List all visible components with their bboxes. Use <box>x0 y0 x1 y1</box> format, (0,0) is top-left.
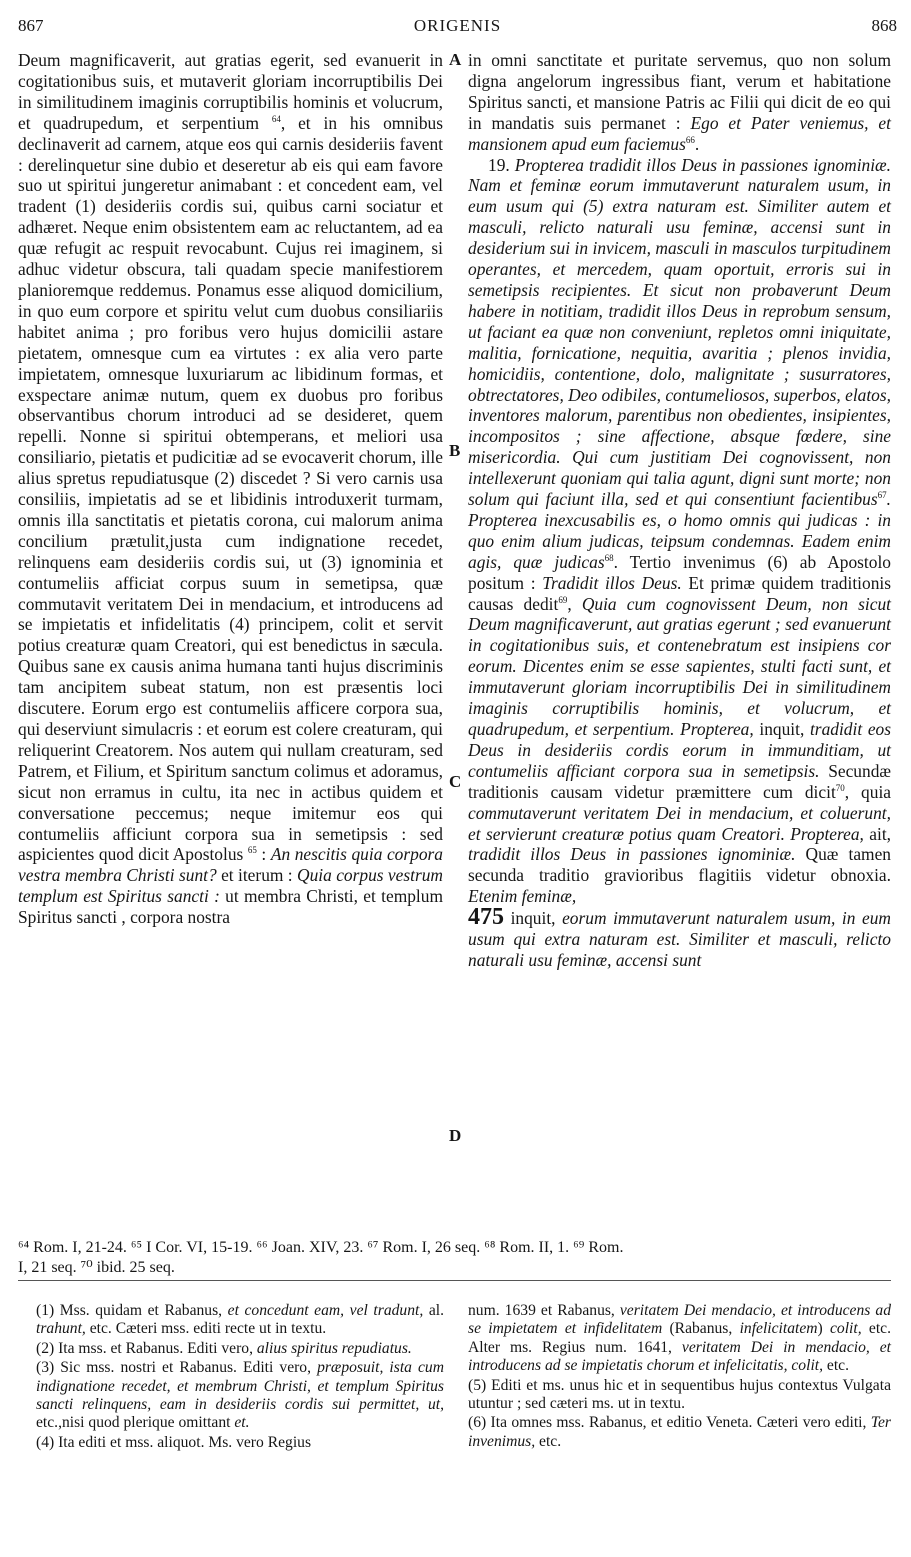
right-paragraph-2: 19. Propterea tradidit illos Deus in passiones ignominiæ. Nam et feminæ eorum immutaverunt naturalem usum, in eum usum qui (5) extra naturam est. Similiter autem et masculi, relicto naturali usu feminæ, accensi sunt in desiderium sui in invicem, masculi in masculos turpitudinem operantes, et mercedem, quam oportuit, erroris sui in semetipsis recipientes. Et sicut non probaverunt Deum habere in notitiam, tradidit illos Deus in reprobum sensum, ut faciant ea quæ non conveniunt, repletos omni iniquitate, malitia, fornicatione, nequitia, avaritia ; plenos invidia, homicidiis, contentione, dolo, malignitate ; susurratores, obtrectatores, Deo odibiles, contumeliosos, superbos, elatos, inventores malorum, parentibus non obedientes, insipientes, incompositos ; sine affectione, absque fœdere, sine misericordia. Qui cum justitiam Dei cognovissent, non intellexerunt quoniam qui talia agunt, digni sunt morte; non solum qui faciunt illa, sed et qui consentiunt facientibus$^{67}$. Propterea inexcusabilis es, o homo omnis qui judicas : in quo enim alium judicas, teipsum condemnas. Eadem enim agis, quæ judicas$^{68}$. Tertio invenimus (6) ab Apostolo positum : Tradidit illos Deus. Et primæ quidem traditionis causas dedit$^{69}$, Quia cum cognovissent Deum, non sicut Deum magnificaverunt, aut gratias egerunt ; sed evanuerunt in cogitationibus suis, et contenebratum est insipiens cor eorum. Dicentes enim se esse sapientes, stulti facti sunt, et immutaverunt gloriam incorruptibilis Dei in similitudinem imaginis corruptibilis hominis, et volucrum, et quadrupedum, et serpentium. Propterea, inquit, tradidit eos Deus in desideriis cordis eorum in immunditiam, ut contumeliis afficiant corpora sua in semetipsis. Secundæ traditionis causam videtur præmittere cum dicit$^{70}$, quia commutaverunt veritatem Dei in mendacium, et coluerunt, et servierunt creaturæ potius quam Creatori. Propterea, ait, tradidit illos Deus in passiones ignominiæ. Quæ tamen secunda traditio gravioribus flagitiis videtur obnoxia. Etenim feminæ, 475 inquit, eorum immutaverunt naturalem usum, in eum usum qui extra naturam est. Similiter et masculi, relicto naturali usu feminæ, accensi sunt <box>468 154 892 970</box>
footnote-6: (6) Ita omnes mss. Rabanus, et editio Veneta. Cæteri vero editi, Ter invenimus, etc. <box>468 1414 891 1450</box>
footnotes-right <box>468 1302 891 1452</box>
left-column <box>18 50 443 928</box>
refs-line-2: I, 21 seq. ⁷⁰ ibid. 25 seq. <box>18 1259 175 1276</box>
margin-marker-c: C <box>449 772 462 791</box>
footnote-ref: 66 <box>685 134 695 145</box>
page-number-left: 867 <box>18 16 44 35</box>
margin-marker-a: A <box>449 50 462 69</box>
footnotes-left <box>36 1302 444 1453</box>
scripture-references <box>18 1238 891 1278</box>
column-number: 475 <box>468 904 504 931</box>
margin-marker-b: B <box>449 441 461 460</box>
footnote-3: (3) Sic mss. nostri et Rabanus. Editi vero, præposuit, ista cum indignatione recedet, et membrum Christi, et templum Spiritus sancti relinquens, eam in desideriis cordis sui permittet, ut, etc.,nisi quod plerique omittant et. <box>36 1359 444 1432</box>
margin-marker-d: D <box>449 1126 462 1145</box>
right-paragraph-1: in omni sanctitate et puritate servemus, quo non solum digna angelorum ingressibus fiant, verum et habitatione Spiritus sancti, et mansione Patris ac Filii qui dicit de eo qui in mandatis suis permanet : Ego et Pater veniemus, et mansionem apud eum faciemus$^{66}$. <box>468 50 891 154</box>
page-number-right: 868 <box>871 16 897 35</box>
footnote-ref: 64 <box>271 113 281 124</box>
footnote-1: (1) Mss. quidam et Rabanus, et concedunt eam, vel tradunt, al. trahunt, etc. Cæteri mss. editi recte ut in textu. <box>36 1302 444 1338</box>
section-number: 19. <box>488 154 515 175</box>
footnote-divider <box>18 1280 891 1281</box>
page-header <box>18 16 897 40</box>
right-column <box>468 50 891 971</box>
footnote-5: (5) Editi et ms. unus hic et in sequentibus hujus contextus Vulgata utuntur ; sed cæteri ms. ut in textu. <box>468 1376 891 1413</box>
footnote-4-start: (4) Ita editi et mss. aliquot. Ms. vero Regius <box>36 1433 312 1451</box>
left-paragraph: Deum magnificaverit, aut gratias egerit, sed evanuerit in cogitationibus suis, et mutaverit gloriam incorruptibilis Dei in similitudinem imaginis corruptibilis hominis et volucrum, et quadrupedum, et serpentium $^{64}$, et in his omnibus declinaverit ad carnem, atque eos qui carnis desideriis favent : derelinquetur sine dubio et deseretur ab eis qui eam favore suo ut spiritui jungeretur animabant : et concedent eam, vel tradent (1) desideriis cordis sui, quibus carni sociatur et adhæret. Neque enim obsistentem eam ac reluctantem, ad ea quæ refugit ac respuit revocabunt. Cujus rei imaginem, si adhuc videtur obscura, tali quadam specie manifestiorem planioremque reddemus. Ponamus esse aliquod domicilium, in quo eum corpore et spiritu velut cum duobus consiliariis habitet anima ; pro foribus vero hujus domicilii astare pietatem, omnesque cum ea virtutes : ex alia vero parte impietatem, omnesque luxuriarum ac libidinum formas, et exspectare animæ nutum, quem ex duobus pro foribus observantibus chorum introduci ad se desideret, quem repelli. Nonne si spiritui obtemperans, et meliori usa consiliario, pietatis et pudicitiæ ad se evocaverit chorum, ille alius spretus repudiatusque (2) discedet ? Si vero carnis usa consiliis, impietatis ad se et libidinis introduxerit turmam, omnis illa sanctitatis et pietatis corona, cui malorum anima concilium prætulit,justa cum indignatione recedet, relinquens eam desideriis cordis sui, ut (3) ignominia et contumeliis afficiat corpus suum in semetipsa, quæ commutavit veritatem Dei in mendacium, et introducens ad se impietatis et infidelitatis (4) principem, colit et servit potius creaturæ quam Creatori, qui est benedictus in sæcula. Quibus sane ex causis anima humana tanti hujus discriminis tam ancipitem subeat statum, non est præsentis loci discutere. Eorum ergo est contumeliis afficere corpora sua, qui deserviunt simulacris : et eorum est colere creaturam, qui reliquerint Creatorem. Nos autem qui nullam creaturam, sed Patrem, et Filium, et Spiritum sanctum colimus et adoramus, sicut non erramus in cultu, ita nec in actibus quidem et conversatione peccemus; neque imitemur eos qui contumeliis afficiunt corpora sua in semetipsis : sed aspicientes quod dicit Apostolus $^{65}$ : An nescitis quia corpora vestra membra Christi sunt? et iterum : Quia corpus vestrum templum est Spiritus sancti : ut membra Christi, et templum Spiritus sancti , corpora nostra <box>18 50 443 928</box>
running-title: ORIGENIS <box>413 16 502 35</box>
footnote-4-cont: num. 1639 et Rabanus, veritatem Dei mendacio, et introducens ad se impietatem et infidelitatem (Rabanus, infelicitatem) colit, etc. Alter ms. Regius num. 1641, veritatem Dei in mendacio, et introducens ad se impietatis chorum et infelicitatis, colit, etc. <box>468 1302 892 1375</box>
footnote-2: (2) Ita mss. et Rabanus. Editi vero, alius spiritus repudiatus. <box>36 1339 412 1357</box>
refs-line-1: ⁶⁴ Rom. I, 21-24. ⁶⁵ I Cor. VI, 15-19. ⁶⁶ Joan. XIV, 23. ⁶⁷ Rom. I, 26 seq. ⁶⁸ Rom. II, 1. ⁶⁹ Rom. <box>18 1239 624 1256</box>
footnote-ref: 65 <box>247 845 257 856</box>
